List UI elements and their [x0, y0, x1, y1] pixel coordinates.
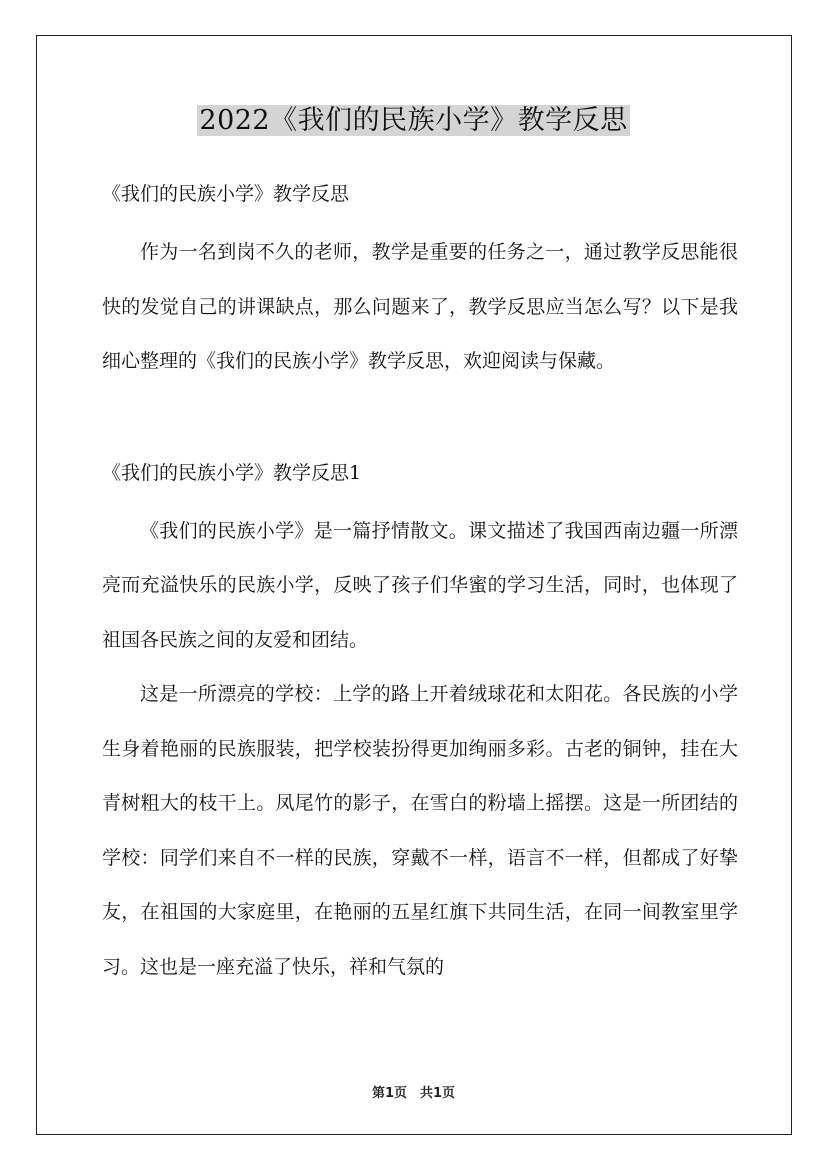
- document-title-text: 2022《我们的民族小学》教学反思: [199, 105, 628, 136]
- intro-paragraph: 作为一名到岗不久的老师，教学是重要的任务之一，通过教学反思能很快的发觉自己的讲课缺点，那么问题来了，教学反思应当怎么写？以下是我细心整理的《我们的民族小学》教学反思，欢迎阅读与保藏。: [102, 241, 738, 372]
- document-title: [0, 102, 827, 140]
- body-paragraph: 这是一所漂亮的学校：上学的路上开着绒球花和太阳花。各民族的小学生身着艳丽的民族服装，把学校装扮得更加绚丽多彩。古老的铜钟，挂在大青树粗大的枝干上。凤尾竹的影子，在雪白的粉墙上摇摆。这是一所团结的学校：同学们来自不一样的民族，穿戴不一样，语言不一样，但都成了好挚友，在祖国的大家庭里，在艳丽的五星红旗下共同生活，在同一间教室里学习。这也是一座充溢了快乐，祥和气氛的: [102, 683, 738, 978]
- section-heading: 《我们的民族小学》教学反思1: [102, 461, 362, 484]
- body-paragraph: 《我们的民族小学》是一篇抒情散文。课文描述了我国西南边疆一所漂亮而充溢快乐的民族小学，反映了孩子们华蜜的学习生活，同时，也体现了祖国各民族之间的友爱和团结。: [102, 519, 738, 651]
- document-subtitle: 《我们的民族小学》教学反思: [102, 183, 350, 205]
- page-number-footer: 第1页 共1页: [371, 1086, 456, 1101]
- document-body: [102, 175, 738, 994]
